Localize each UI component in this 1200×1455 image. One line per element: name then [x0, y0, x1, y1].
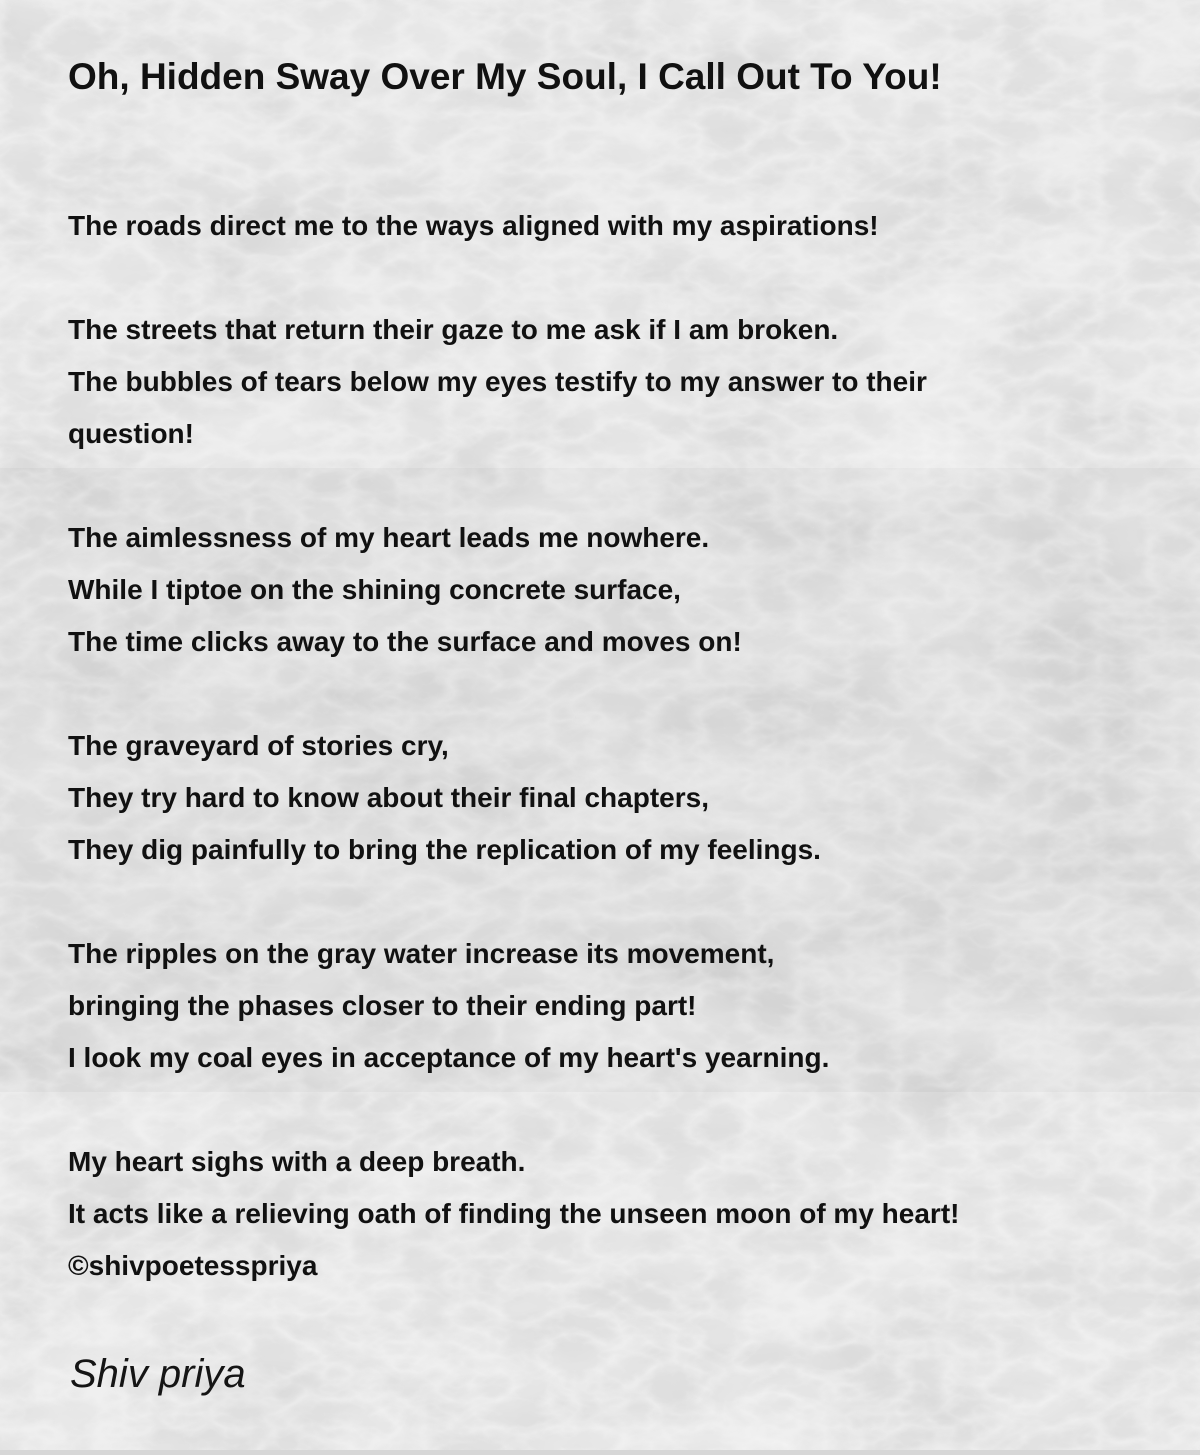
poem-line: They try hard to know about their final chapters,: [68, 782, 709, 813]
poem-line: The graveyard of stories cry,: [68, 730, 449, 761]
poem-line: I look my coal eyes in acceptance of my heart's yearning.: [68, 1042, 830, 1073]
poem-line: The ripples on the gray water increase its movement,: [68, 938, 775, 969]
poem-line: My heart sighs with a deep breath.: [68, 1146, 526, 1177]
poem-line: The streets that return their gaze to me ask if I am broken.: [68, 314, 839, 345]
poem-line: It acts like a relieving oath of finding the unseen moon of my heart!: [68, 1198, 960, 1229]
poem-title: Oh, Hidden Sway Over My Soul, I Call Out To You!: [68, 56, 942, 97]
poem-author: Shiv priya: [70, 1352, 246, 1396]
poem-line: question!: [68, 418, 194, 449]
poem-line: The bubbles of tears below my eyes testify to my answer to their: [68, 366, 927, 397]
poem-line: bringing the phases closer to their ending part!: [68, 990, 697, 1021]
poem-copyright: ©shivpoetesspriya: [68, 1250, 318, 1281]
poem-line: They dig painfully to bring the replication of my feelings.: [68, 834, 821, 865]
poem-line: The time clicks away to the surface and moves on!: [68, 626, 742, 657]
poem-line: The aimlessness of my heart leads me nowhere.: [68, 522, 710, 553]
poem-line: While I tiptoe on the shining concrete surface,: [68, 574, 681, 605]
poem-line: The roads direct me to the ways aligned with my aspirations!: [68, 210, 879, 241]
